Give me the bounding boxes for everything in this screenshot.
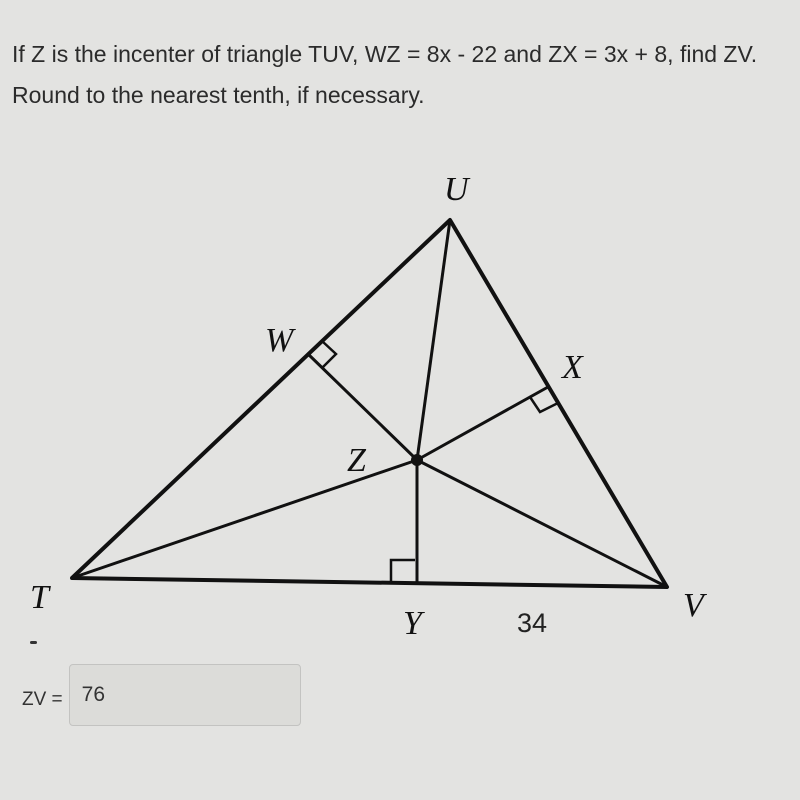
right-angle-marker-w [322,341,336,367]
label-x: X [562,349,583,386]
answer-label: ZV = [22,689,63,710]
label-t: T [30,579,49,616]
right-angle-marker-y [391,560,415,583]
label-v: V [683,587,704,624]
segment-yv-length: 34 [517,608,548,638]
label-w: W [265,322,294,359]
answer-input[interactable]: 76 [69,664,301,726]
segment-zu [417,220,450,460]
label-y: Y [403,605,422,642]
stray-mark [30,641,37,644]
question-text: If Z is the incenter of triangle TUV, WZ = 8x - 22 and ZX = 3x + 8, find ZV. Round to the nearest tenth, if necessary. [12,41,758,108]
answer-row [22,664,301,726]
label-u: U [444,171,469,208]
segment-zx [417,387,548,460]
label-z: Z [347,442,366,479]
triangle-tuv [72,220,667,587]
incenter-point-z [411,454,423,466]
